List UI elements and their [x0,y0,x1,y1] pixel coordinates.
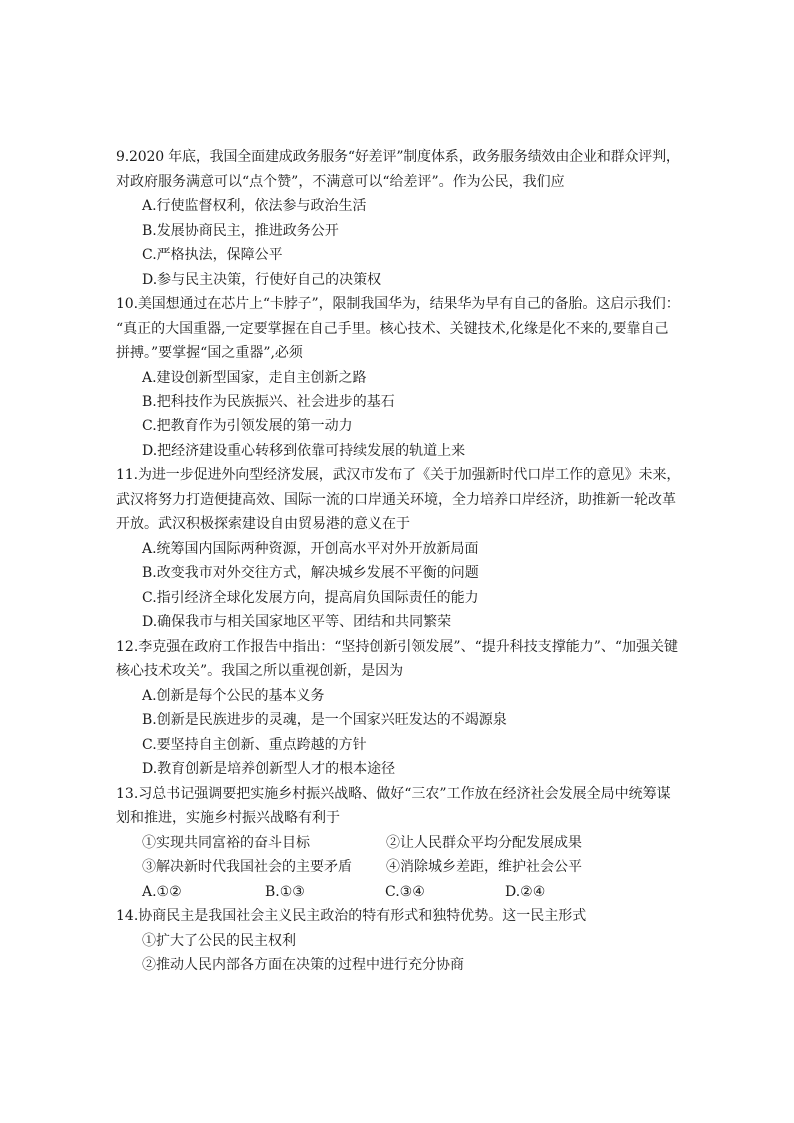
question-9-option-a: A.行使监督权利，依法参与政治生活 [142,198,367,214]
question-13-answer-b: B.①③ [265,884,305,900]
question-9-option-c: C.严格执法，保障公平 [142,247,283,263]
question-13-item-2: ②让人民群众平均分配发展成果 [386,835,582,851]
question-13-answer-a: A.①② [142,884,182,900]
question-10-stem-line-3: 拼搏。”要掌握“国之重器”,必须 [116,345,303,361]
question-13-answer-d: D.②④ [505,884,546,900]
question-13-item-4: ④消除城乡差距，维护社会公平 [386,859,582,875]
question-13-stem-line-2: 划和推进，实施乡村振兴战略有利于 [116,810,340,826]
question-13-answer-c: C.③④ [385,884,425,900]
question-14-item-2: ②推动人民内部各方面在决策的过程中进行充分协商 [142,957,464,973]
question-10-option-d: D.把经济建设重心转移到依靠可持续发展的轨道上来 [142,443,466,459]
question-10-option-b: B.把科技作为民族振兴、社会进步的基石 [142,394,395,410]
question-9-option-b: B.发展协商民主，推进政务公开 [142,223,339,239]
question-11-option-a: A.统筹国内国际两种资源，开创高水平对外开放新局面 [142,541,479,557]
question-13-item-3: ③解决新时代我国社会的主要矛盾 [142,859,352,875]
question-12-stem-line-1: 12.李克强在政府工作报告中指出：“坚持创新引领发展”、“提升科技支撑能力”、“加强关键 [116,639,679,655]
question-12-option-c: C.要坚持自主创新、重点跨越的方针 [142,737,367,753]
question-12-option-d: D.教育创新是培养创新型人才的根本途径 [142,761,396,777]
question-11-option-b: B.改变我市对外交往方式，解决城乡发展不平衡的问题 [142,565,479,581]
question-10-option-a: A.建设创新型国家，走自主创新之路 [142,370,367,386]
question-11-option-c: C.指引经济全球化发展方向，提高肩负国际责任的能力 [142,590,479,606]
question-10-stem-line-1: 10.美国想通过在芯片上“卡脖子”，限制我国华为，结果华为早有自己的备胎。这启示我们： [116,296,680,312]
question-9-stem-line-1: 9.2020 年底，我国全面建成政务服务“好差评”制度体系，政务服务绩效由企业和群众评判， [116,149,680,165]
question-9-stem-line-2: 对政府服务满意可以“点个赞”，不满意可以“给差评”。作为公民，我们应 [116,174,565,190]
question-10-stem-line-2: “真正的大国重器,一定要掌握在自己手里。核心技术、关键技术,化缘是化不来的,要靠自己 [116,321,669,337]
question-11-stem-line-2: 武汉将努力打造便捷高效、国际一流的口岸通关环境，全力培养口岸经济，助推新一轮改革 [116,492,676,508]
question-11-stem-line-1: 11.为进一步促进外向型经济发展，武汉市发布了《关于加强新时代口岸工作的意见》未来， [116,467,681,483]
question-14-item-1: ①扩大了公民的民主权利 [142,933,296,949]
question-13-item-1: ①实现共同富裕的奋斗目标 [142,835,310,851]
question-10-option-c: C.把教育作为引领发展的第一动力 [142,418,353,434]
question-13-stem-line-1: 13.习总书记强调要把实施乡村振兴战略、做好“三农”工作放在经济社会发展全局中统筹谋 [116,786,671,802]
question-9-option-d: D.参与民主决策，行使好自己的决策权 [142,272,382,288]
question-12-option-b: B.创新是民族进步的灵魂，是一个国家兴旺发达的不竭源泉 [142,712,507,728]
question-14-stem-line-1: 14.协商民主是我国社会主义民主政治的特有形式和独特优势。这一民主形式 [116,908,587,924]
question-12-option-a: A.创新是每个公民的基本义务 [142,688,325,704]
question-11-stem-line-3: 开放。武汉积极探索建设自由贸易港的意义在于 [116,516,410,532]
question-12-stem-line-2: 核心技术攻关”。我国之所以重视创新，是因为 [116,663,404,679]
question-11-option-d: D.确保我市与相关国家地区平等、团结和共同繁荣 [142,614,452,630]
